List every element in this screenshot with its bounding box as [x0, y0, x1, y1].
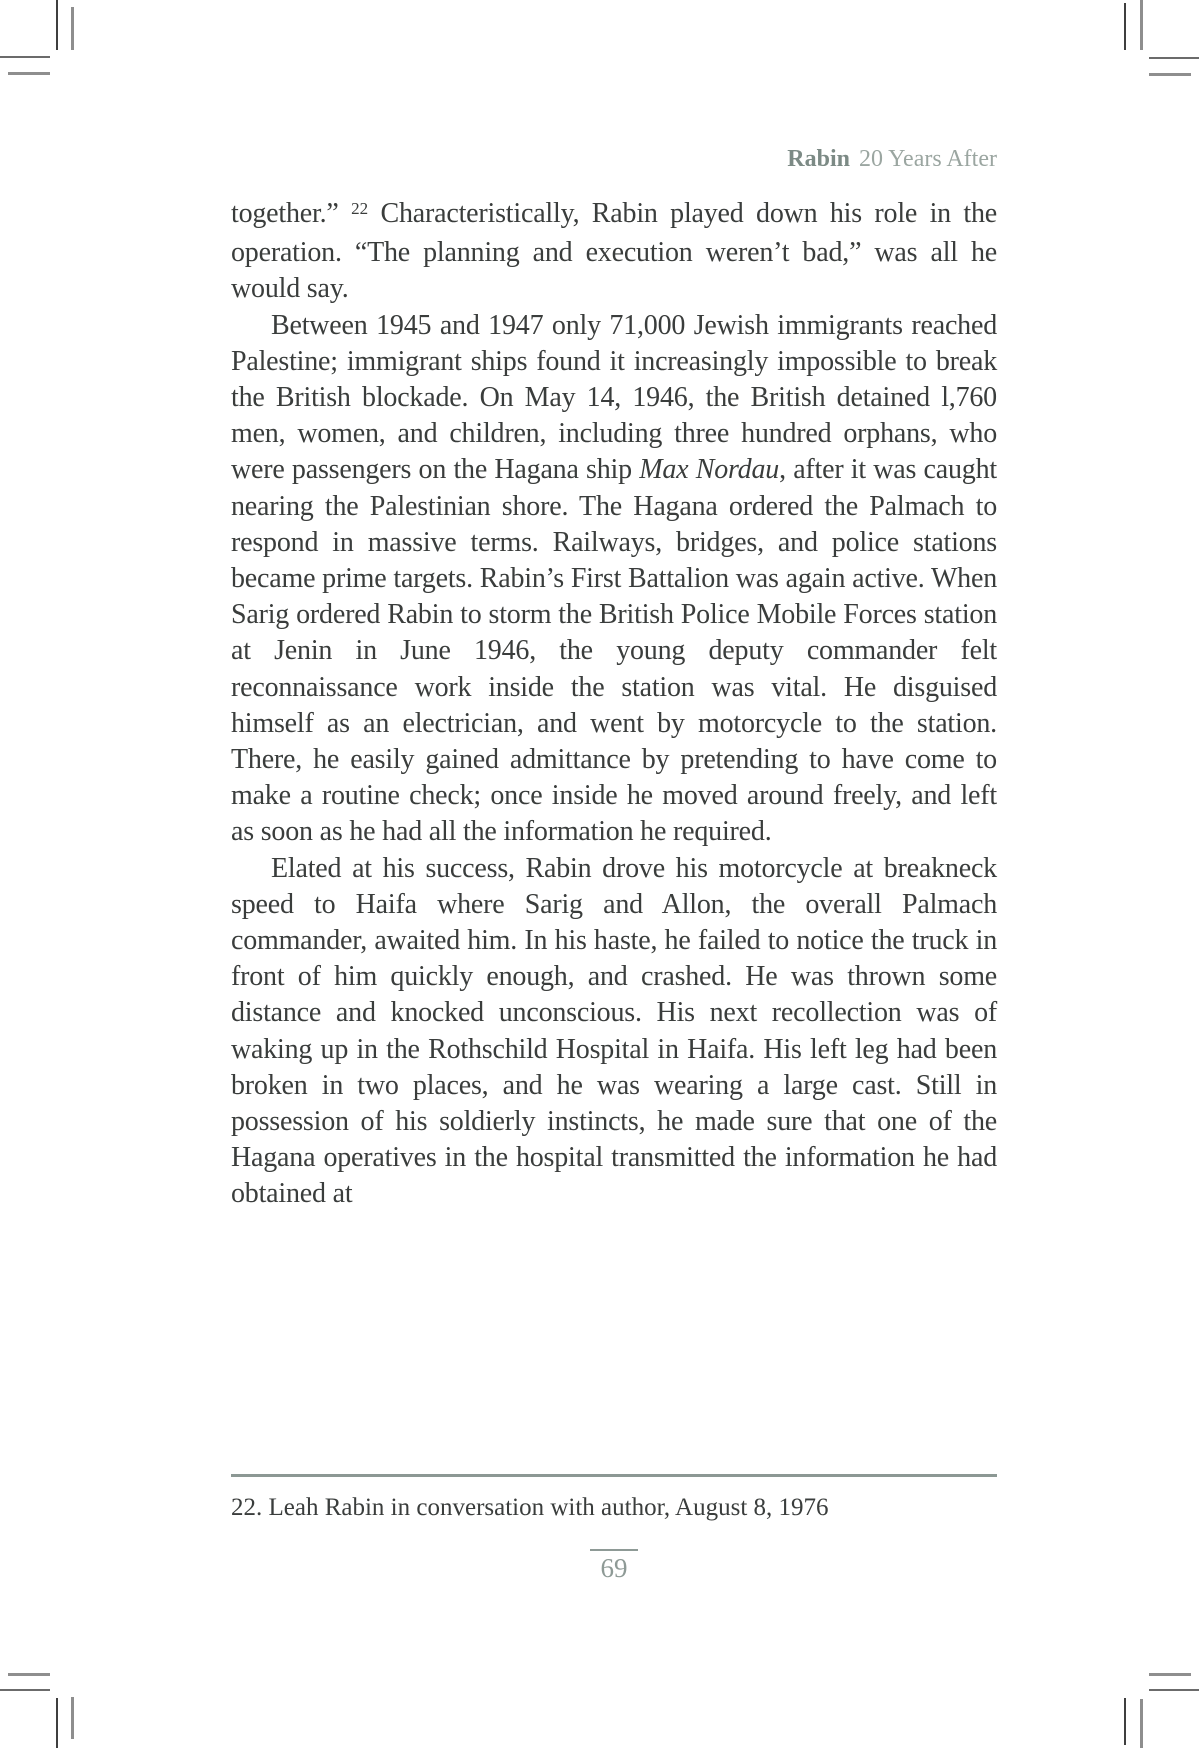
crop-mark-top-left-horizontal-inner — [8, 72, 50, 75]
paragraph-1 — [231, 196, 997, 308]
crop-mark-top-left-vertical-inner — [71, 7, 74, 50]
crop-mark-top-right-horizontal-outer — [1149, 57, 1199, 59]
crop-mark-bottom-left-vertical-outer — [56, 1698, 58, 1748]
running-header-title: 20 Years After — [859, 146, 997, 172]
paragraph-2-text-before-italic: Between 1945 and 1947 only 71,000 Jewish immigrants reached Palestine; immigrant ships found it increasingly impossible to break the British blockade. On May 14, 1946, the British detained l,760 men, women, and children, including three hundred orphans, who were passengers on the Hagana ship — [231, 309, 997, 486]
crop-mark-bottom-left-horizontal-outer — [0, 1689, 50, 1691]
paragraph-1-text-before-ref: together.” — [231, 198, 352, 229]
crop-mark-top-right-horizontal-inner — [1149, 73, 1191, 76]
body-text-block — [231, 196, 997, 1213]
paragraph-2 — [231, 308, 997, 851]
footnote-reference-22: 22 — [351, 198, 369, 218]
crop-mark-bottom-right-vertical-outer — [1140, 1699, 1143, 1748]
footnote-separator-rule — [231, 1474, 997, 1477]
crop-mark-bottom-right-vertical-inner — [1124, 1698, 1126, 1745]
crop-mark-top-right-vertical-inner — [1124, 3, 1126, 50]
running-header — [231, 144, 997, 174]
crop-mark-top-right-vertical-outer — [1140, 0, 1143, 50]
paragraph-3: Elated at his success, Rabin drove his motorcycle at breakneck speed to Haifa where Sarig and Allon, the overall Palmach commander, awaited him. In his haste, he failed to notice the truck in front of him quickly enough, and crashed. He was thrown some distance and knocked unconscious. His next recollection was of waking up in the Rothschild Hospital in Haifa. His left leg had been broken in two places, and he was wearing a large cast. Still in possession of his soldierly instincts, he made sure that one of the Hagana operatives in the hospital transmitted the information he had obtained at — [231, 852, 997, 1210]
crop-mark-bottom-right-horizontal-inner — [1149, 1673, 1191, 1676]
folio-rule — [590, 1549, 638, 1551]
crop-mark-bottom-left-vertical-inner — [71, 1697, 74, 1739]
page-number: 69 — [600, 1553, 628, 1583]
crop-mark-top-left-vertical-outer — [56, 0, 58, 50]
crop-mark-bottom-right-horizontal-outer — [1149, 1689, 1199, 1691]
crop-mark-top-left-horizontal-outer — [0, 56, 50, 58]
ship-name-italic: Max Nordau — [639, 454, 780, 486]
paragraph-2-text-after-italic: , after it was caught nearing the Palestinian shore. The Hagana ordered the Palmach to respond in massive terms. Railways, bridges, and police stations became prime targets. Rabin’s First Battalion was again active. When Sarig ordered Rabin to storm the British Police Mobile Forces station at Jenin in June 1946, the young deputy commander felt reconnaissance work inside the station was vital. He disguised himself as an electrician, and went by motorcycle to the station. There, he easily gained admittance by pretending to have come to make a routine check; once inside he moved around freely, and left as soon as he had all the information he required. — [231, 454, 997, 848]
footnote-text: 22. Leah Rabin in conversation with author, August 8, 1976 — [231, 1494, 829, 1521]
paragraph-1-text-after-ref: Characteristically, Rabin played down his role in the operation. “The planning and execution weren’t bad,” was all he would say. — [231, 198, 998, 305]
folio — [231, 1549, 997, 1582]
crop-mark-bottom-left-horizontal-inner — [8, 1673, 50, 1676]
running-header-book-series: Rabin — [787, 146, 850, 172]
